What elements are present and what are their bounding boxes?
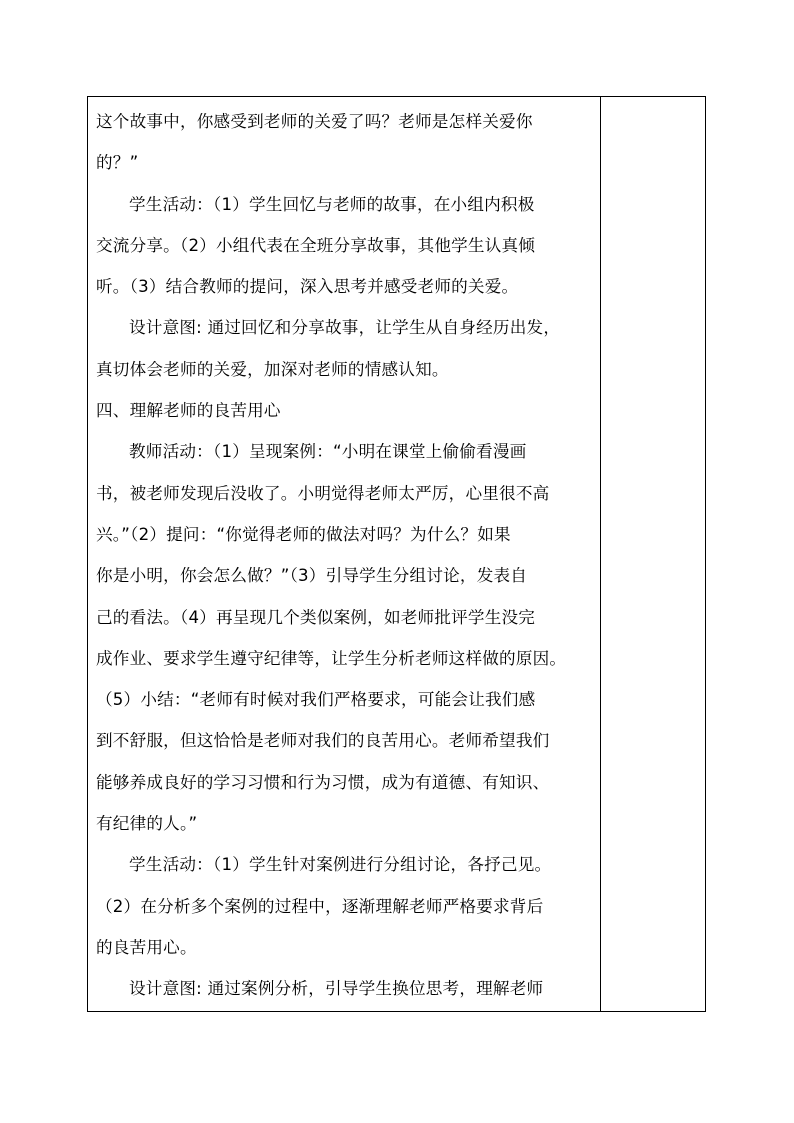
text-line: 己的看法。（4）再呈现几个类似案例，如老师批评学生没完 bbox=[96, 607, 536, 627]
content-cell bbox=[96, 101, 593, 1007]
lesson-plan-table bbox=[87, 96, 706, 1012]
text-line: 兴。”（2）提问：“你觉得老师的做法对吗？为什么？如果 bbox=[96, 524, 511, 544]
text-line: 的良苦用心。 bbox=[96, 937, 197, 957]
text-line: 书，被老师发现后没收了。小明觉得老师太严厉，心里很不高 bbox=[96, 483, 550, 503]
text-line: 交流分享。（2）小组代表在全班分享故事，其他学生认真倾 bbox=[96, 235, 536, 255]
text-line: （2）在分析多个案例的过程中，逐渐理解老师严格要求背后 bbox=[96, 896, 544, 916]
text-line: 的？” bbox=[96, 153, 139, 173]
text-line: 有纪律的人。” bbox=[96, 814, 198, 834]
text-line: 教师活动：（1）呈现案例：“小明在课堂上偷偷看漫画 bbox=[129, 442, 527, 462]
text-line: 设计意图: 通过回忆和分享故事，让学生从自身经历出发， bbox=[129, 318, 561, 338]
text-line: 你是小明，你会怎么做？”（3）引导学生分组讨论，发表自 bbox=[96, 566, 528, 586]
notes-cell bbox=[601, 97, 705, 1011]
text-line: 学生活动：（1）学生回忆与老师的故事，在小组内积极 bbox=[129, 194, 535, 214]
text-line: 听。（3）结合教师的提问，深入思考并感受老师的关爱。 bbox=[96, 277, 519, 297]
text-line: 这个故事中，你感受到老师的关爱了吗？老师是怎样关爱你 bbox=[96, 112, 533, 131]
text-line: 学生活动：（1）学生针对案例进行分组讨论，各抒己见。 bbox=[129, 855, 552, 875]
text-line: 成作业、要求学生遵守纪律等，让学生分析老师这样做的原因。 bbox=[96, 648, 567, 668]
section-heading: 四、理解老师的良苦用心 bbox=[96, 401, 281, 421]
text-line: 能够养成良好的学习习惯和行为习惯，成为有道德、有知识、 bbox=[96, 772, 550, 792]
text-line: 到不舒服，但这恰恰是老师对我们的良苦用心。老师希望我们 bbox=[96, 731, 550, 751]
text-line: 真切体会老师的关爱，加深对老师的情感认知。 bbox=[96, 359, 449, 379]
text-line: 设计意图: 通过案例分析，引导学生换位思考，理解老师 bbox=[129, 979, 544, 999]
text-line: （5）小结：“老师有时候对我们严格要求，可能会让我们感 bbox=[96, 690, 536, 710]
